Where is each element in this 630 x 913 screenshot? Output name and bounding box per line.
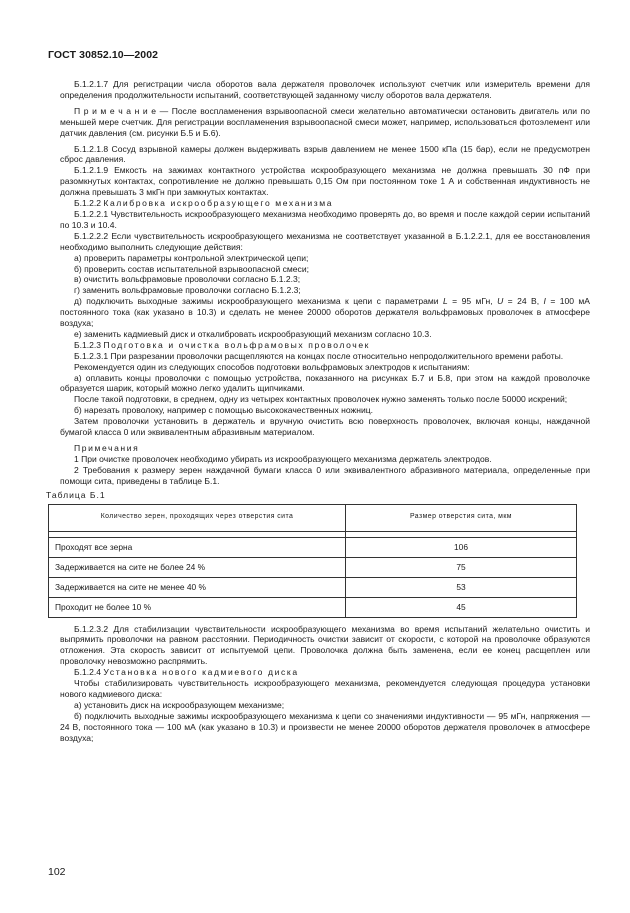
table-cell-value: 106	[346, 537, 577, 557]
paragraph-method-a: а) оплавить концы проволочки с помощью устройства, показанного на рисунках Б.7 и Б.8, при этом на каждой проволочке образуется шарик, который можно легко удалить щипчиками.	[60, 372, 590, 394]
note-text: — После воспламенения взрывоопасной смеси желательно автоматически остановить двигатель или по меньшей мере счетчик. Для регистрации воспламенения взрывоопасной смеси может, например, использоваться фотоэлемент или датчик давления (см. рисунки Б.5 и Б.6).	[60, 105, 590, 138]
notes-heading	[60, 443, 590, 454]
table-cell-label: Проходит не более 10 %	[49, 597, 346, 617]
table-cell-value: 53	[346, 577, 577, 597]
paragraph-install-wires: Затем проволочки установить в держатель и вручную очистить всю поверхность проволочек, включая концы, наждачной бумагой класса 0 или эквивалентным абразивным материалом.	[60, 416, 590, 438]
table-cell-value: 75	[346, 557, 577, 577]
symbol-u: U	[497, 296, 504, 307]
note-paragraph	[60, 106, 590, 139]
paragraph-b-1-2-3-1: Б.1.2.3.1 При разрезании проволочки расщепляются на концах после относительно непродолжительного времени работы.	[74, 350, 564, 361]
symbol-l: L	[443, 296, 448, 307]
table-row	[49, 557, 577, 577]
heading-title: Калибровка искрообразующего механизма	[103, 198, 334, 209]
list-item-e: е) заменить кадмиевый диск и откалибровать искрообразующий механизм согласно 10.3.	[74, 328, 432, 339]
section-heading-calibration	[60, 198, 590, 209]
table-row	[49, 577, 577, 597]
paragraph-b-1-2-3-2: Б.1.2.3.2 Для стабилизации чувствительности искрообразующего механизма во время испытаний желательно очистить и выпрямить проволочки на равном расстоянии. Периодичность очистки зависит от скорости, с которой на проволочке образуются отложения. Эта скорость зависит от испытуемой цепи. Проволочка должна быть заменена, если ее конец расщеплен или проволочку невозможно распрямить.	[60, 623, 590, 667]
paragraph-b-1-2-1-9: Б.1.2.1.9 Емкость на зажимах контактного устройства искрообразующего механизма не должна превышать 30 пФ при разомкнутых контактах, сопротивление не должно превышать 0,15 Ом при постоянном токе 1 А и собственная индуктивность не должна превышать 3 мкГн при замкнутых контактах.	[60, 165, 590, 198]
table-cell-label: Проходят все зерна	[49, 537, 346, 557]
list-item-v: в) очистить вольфрамовые проволочки согласно Б.1.2.3;	[74, 274, 301, 285]
paragraph-step-a: а) установить диск на искрообразующем механизме;	[74, 699, 285, 710]
list-item-d-text: = 100 мА постоянного тока (как указано в 10.3) и сделать не менее 20000 оборотов держателя вольфрамовых проволочек в атмосфере воздуха;	[60, 296, 590, 329]
list-item-a: а) проверить параметры контрольной электрической цепи;	[74, 252, 309, 263]
page-number: 102	[48, 866, 66, 878]
table-cell-label: Задерживается на сите не более 24 %	[49, 557, 346, 577]
heading-title: Установка нового кадмиевого диска	[103, 667, 299, 678]
note-label: П р и м е ч а н и е	[74, 105, 157, 116]
list-item-g: г) заменить вольфрамовые проволочки согласно Б.1.2.3;	[74, 285, 301, 296]
paragraph-stabilize: Чтобы стабилизировать чувствительность искрообразующего механизма, рекомендуется следующая процедура установки нового кадмиевого диска:	[60, 678, 590, 699]
list-item-b: б) проверить состав испытательной взрывоопасной смеси;	[74, 263, 309, 274]
paragraph-recommendation: Рекомендуется один из следующих способов подготовки вольфрамовых электродов к испытаниям:	[74, 361, 470, 372]
paragraph-b-1-2-1-8: Б.1.2.1.8 Сосуд взрывной камеры должен выдерживать взрыв давлением не менее 1500 кПа (15 бар), если не предусмотрен сброс давления.	[60, 143, 590, 165]
heading-number: Б.1.2.2	[74, 198, 104, 209]
paragraph-b-1-2-1-7: Б.1.2.1.7 Для регистрации числа оборотов вала держателя проволочек используют счетчик или измеритель времени для определения продолжительности испытаний, соответствующей заданному числу оборотов вала держателя.	[60, 79, 590, 100]
list-item-d-text: = 24 В,	[503, 296, 544, 307]
symbol-i: I	[543, 296, 546, 307]
document-body	[46, 79, 590, 744]
paragraph-b-1-2-2-1: Б.1.2.2.1 Чувствительность искрообразующего механизма необходимо проверять до, во время и после каждой серии испытаний по 10.3 и 10.4.	[60, 208, 590, 230]
table-header-cell: Количество зерен, проходящих через отверстия сита	[49, 504, 346, 531]
heading-number: Б.1.2.3	[74, 339, 104, 350]
section-heading-cadmium-disc	[60, 667, 590, 678]
heading-number: Б.1.2.4	[74, 667, 104, 678]
table-caption: Таблица Б.1	[46, 489, 106, 500]
note-2: 2 Требования к размеру зерен наждачной бумаги класса 0 или эквивалентного абразивного материала, определенные при помощи сита, приведены в таблице Б.1.	[60, 464, 590, 486]
table-header-cell: Размер отверстия сита, мкм	[346, 504, 577, 531]
sieve-table	[48, 504, 577, 618]
paragraph-step-b: б) подключить выходные зажимы искрообразующего механизма к цепи со значениями индуктивности — 95 мГн, напряжения — 24 В, постоянного тока — 100 мА (как указано в 10.3) и произвести не менее 20000 оборотов держателя проволочек в атмосфере воздуха;	[60, 710, 590, 743]
note-1: 1 При очистке проволочек необходимо убирать из искрообразующего механизма держатель электродов.	[74, 453, 492, 464]
list-item-d-text: д) подключить выходные зажимы искрообразующего механизма к цепи с параметрами	[74, 296, 443, 307]
paragraph-b-1-2-2-2: Б.1.2.2.2 Если чувствительность искрообразующего механизма не соответствует указанной в Б.1.2.2.1, для ее восстановления необходимо выполнить следующие действия:	[60, 230, 590, 252]
table-header-row	[49, 504, 577, 531]
paragraph-method-b: б) нарезать проволоку, например с помощью высококачественных ножниц.	[74, 405, 374, 416]
table-row	[49, 597, 577, 617]
notes-label: Примечания	[74, 443, 140, 453]
list-item-d	[60, 296, 590, 329]
document-header: ГОСТ 30852.10—2002	[48, 49, 159, 61]
list-item-d-text: = 95 мГн,	[447, 296, 498, 307]
table-cell-label: Задерживается на сите не менее 40 %	[49, 577, 346, 597]
table-cell-value: 45	[346, 597, 577, 617]
heading-title: Подготовка и очистка вольфрамовых проволочек	[103, 339, 371, 350]
table-row	[49, 537, 577, 557]
paragraph-after-preparation: После такой подготовки, в среднем, одну из четырех контактных проволочек нужно заменять только после 50000 искрений;	[74, 394, 568, 405]
section-heading-preparation	[60, 340, 590, 351]
